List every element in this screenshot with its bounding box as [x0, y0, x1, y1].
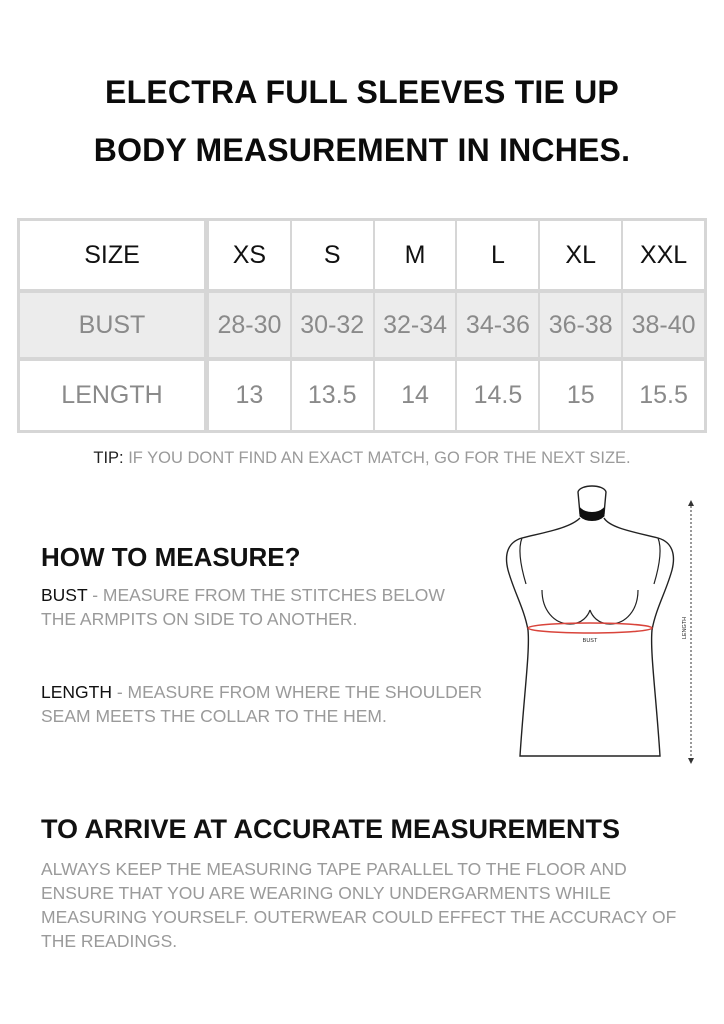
size-cell-xxl: XXL: [622, 220, 705, 292]
table-cell: 34-36: [456, 292, 539, 360]
table-cell: 14.5: [456, 360, 539, 431]
accuracy-text: ALWAYS KEEP THE MEASURING TAPE PARALLEL TO THE FLOOR AND ENSURE THAT YOU ARE WEARING ONLY UNDERGARMENTS WHILE MEASURING YOURSELF. OUTERWEAR COULD EFFECT THE ACCURACY OF THE READINGS.: [41, 859, 677, 951]
length-row-label: LENGTH: [19, 360, 208, 431]
length-text: - MEASURE FROM WHERE THE SHOULDER SEAM MEETS THE COLLAR TO THE HEM.: [41, 682, 483, 726]
bust-row-label: BUST: [19, 292, 208, 360]
bust-figure-label: BUST: [582, 638, 598, 644]
tip-text: [0, 449, 724, 468]
tip-body: IF YOU DONT FIND AN EXACT MATCH, GO FOR THE NEXT SIZE.: [123, 449, 631, 467]
size-cell-xs: XS: [208, 220, 291, 292]
mannequin-icon: [500, 484, 710, 774]
bust-measure-line: [528, 623, 652, 633]
size-cell-l: L: [456, 220, 539, 292]
table-cell: 15.5: [622, 360, 705, 431]
how-to-measure-heading: HOW TO MEASURE?: [41, 542, 301, 572]
table-row-length: [19, 360, 705, 431]
bust-instruction: [41, 583, 481, 631]
table-cell: 32-34: [374, 292, 457, 360]
table-cell: 14: [374, 360, 457, 431]
table-header-row: [19, 220, 705, 292]
bust-text: - MEASURE FROM THE STITCHES BELOW THE ARMPITS ON SIDE TO ANOTHER.: [41, 585, 445, 629]
table-cell: 28-30: [208, 292, 291, 360]
size-cell-s: S: [291, 220, 374, 292]
length-lead: LENGTH: [41, 682, 112, 702]
size-chart-table: [17, 218, 707, 433]
page-title-line2: BODY MEASUREMENT IN INCHES.: [93, 132, 631, 168]
size-cell-xl: XL: [539, 220, 622, 292]
length-figure-label: LENGTH: [682, 616, 688, 640]
table-cell: 38-40: [622, 292, 705, 360]
mannequin-figure: [500, 484, 710, 774]
table-row-bust: [19, 292, 705, 360]
table-cell: 36-38: [539, 292, 622, 360]
table-cell: 30-32: [291, 292, 374, 360]
length-instruction: [41, 680, 511, 728]
page-title-line1: ELECTRA FULL SLEEVES TIE UP: [105, 74, 619, 110]
table-cell: 15: [539, 360, 622, 431]
size-header-cell: SIZE: [19, 220, 208, 292]
bust-lead: BUST: [41, 585, 88, 605]
size-cell-m: M: [374, 220, 457, 292]
table-cell: 13.5: [291, 360, 374, 431]
tip-label: TIP:: [93, 449, 124, 467]
accuracy-heading: TO ARRIVE AT ACCURATE MEASUREMENTS: [41, 814, 621, 844]
table-cell: 13: [208, 360, 291, 431]
